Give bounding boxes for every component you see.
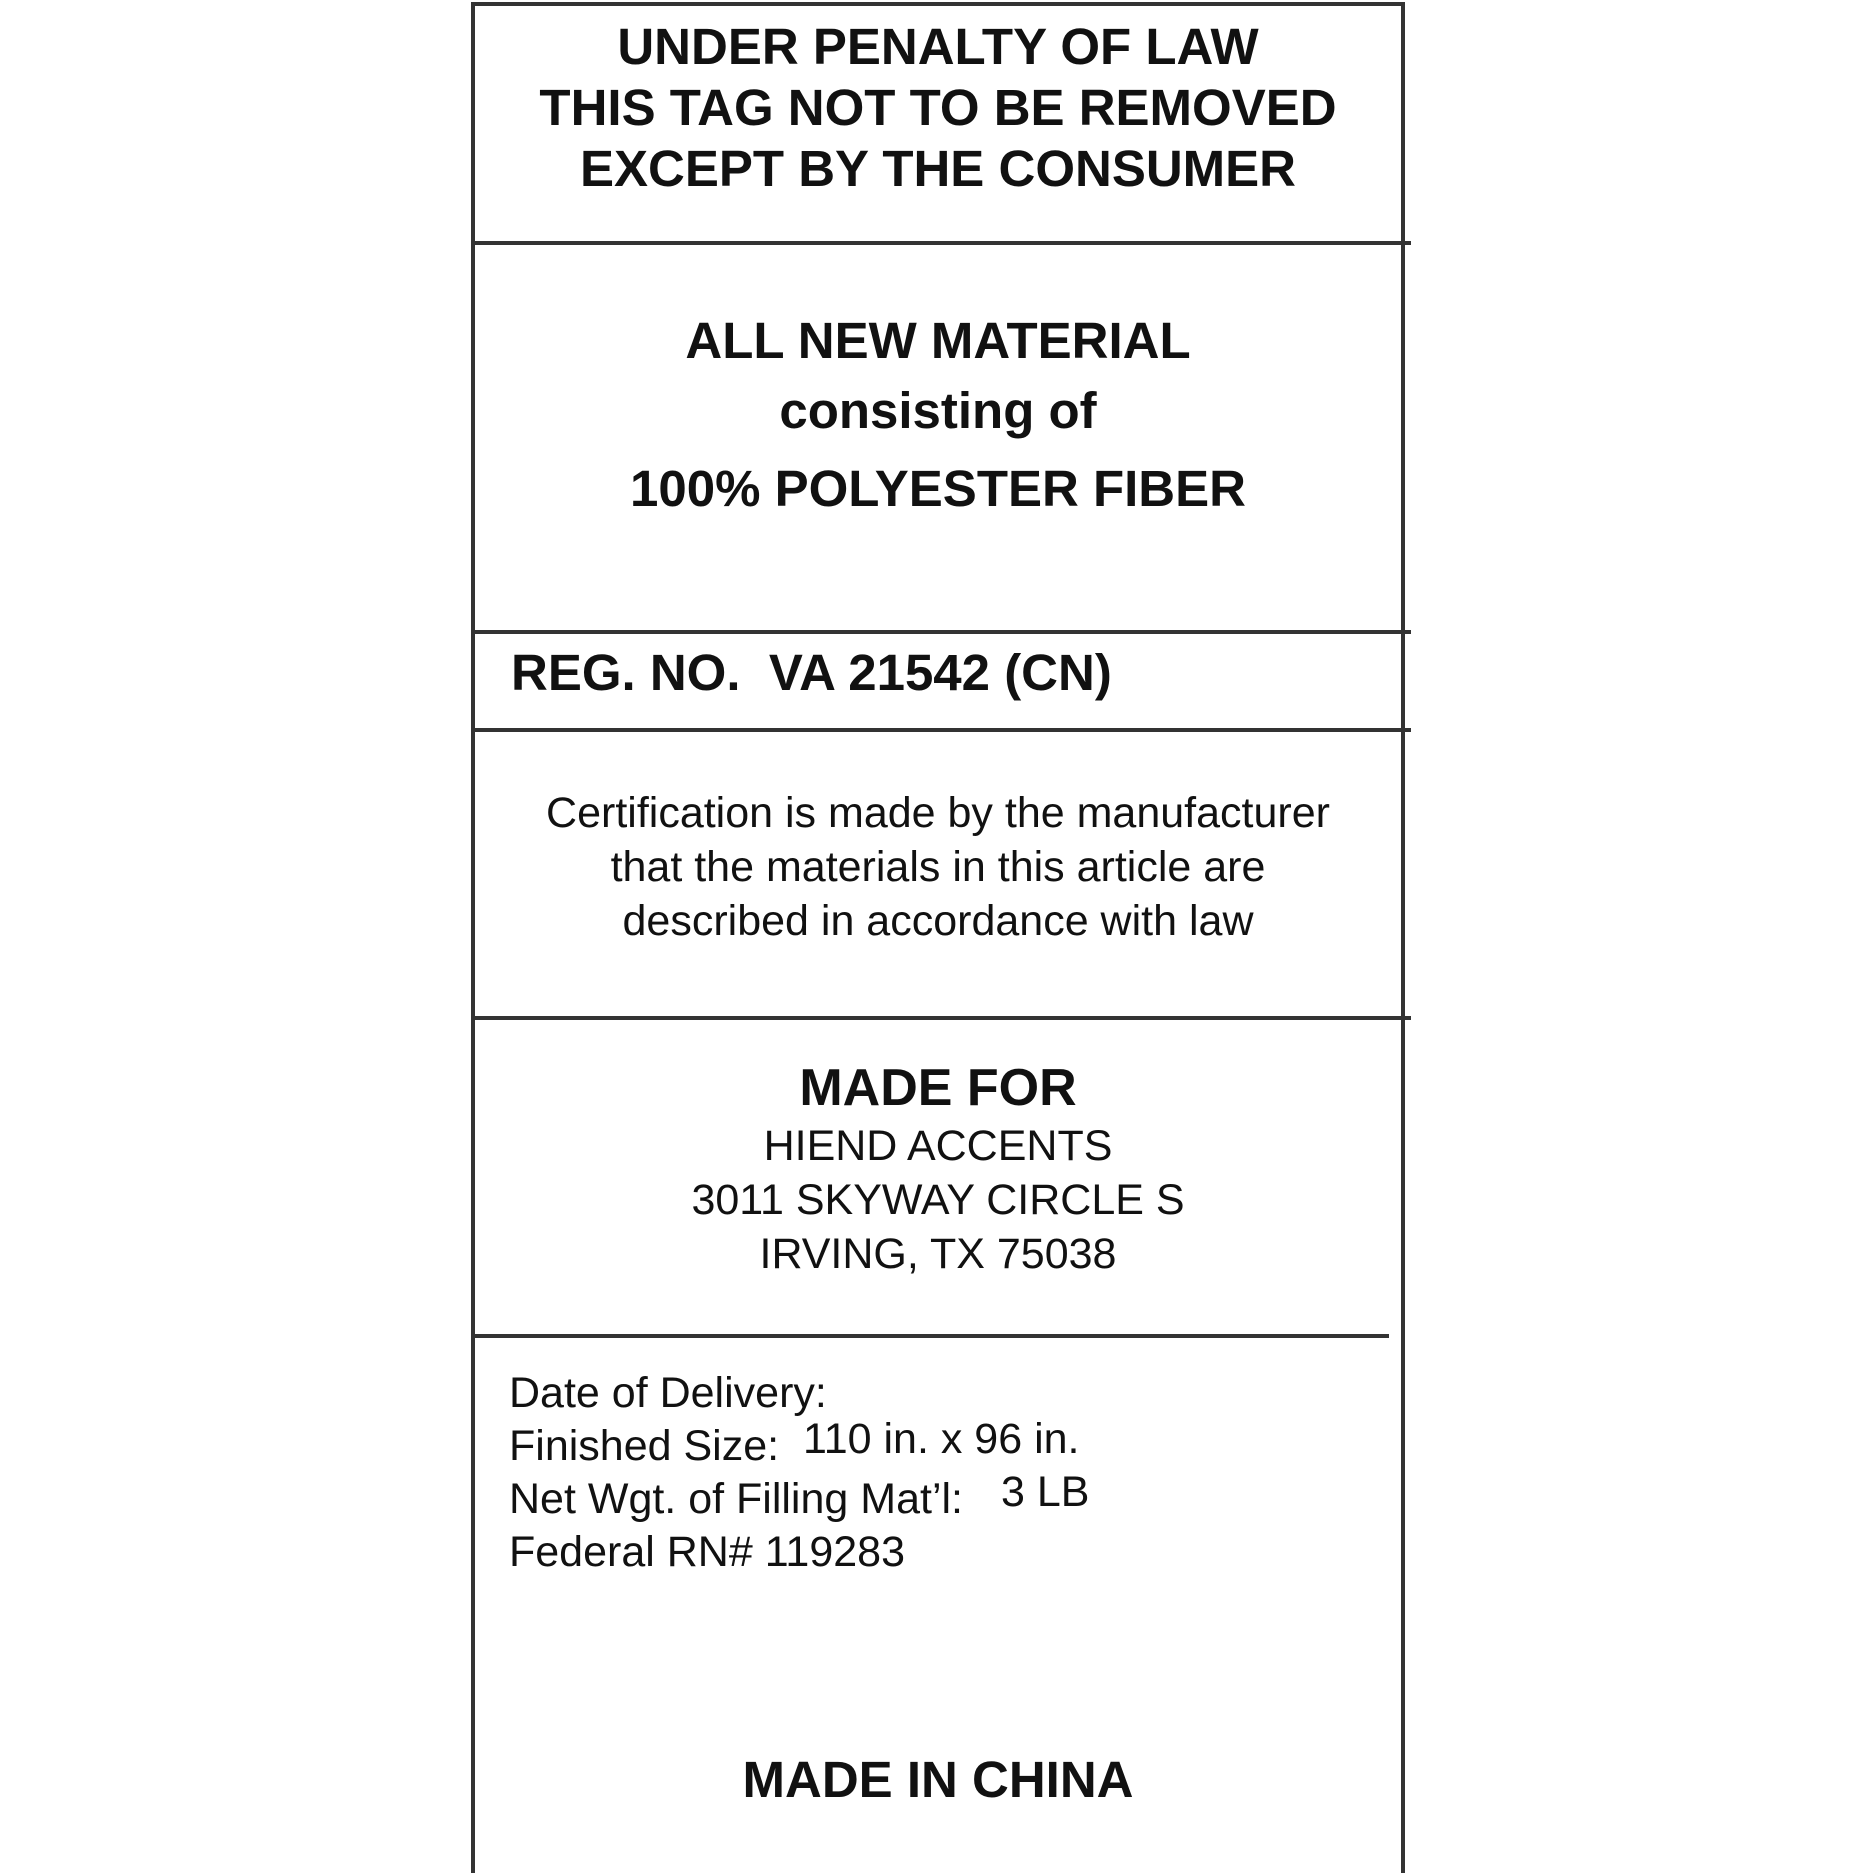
made-for-title: MADE FOR	[799, 1059, 1077, 1117]
company-name: HIEND ACCENTS	[763, 1122, 1113, 1170]
finished-size-label: Finished Size:	[509, 1422, 780, 1470]
divider	[471, 1334, 1389, 1338]
city-state-zip: IRVING, TX 75038	[759, 1230, 1117, 1278]
warning-line: UNDER PENALTY OF LAW	[617, 18, 1259, 75]
warning-line: THIS TAG NOT TO BE REMOVED	[539, 79, 1337, 136]
delivery-date-label: Date of Delivery:	[509, 1369, 827, 1417]
material-heading: ALL NEW MATERIAL	[685, 312, 1191, 369]
certification-text	[475, 786, 1401, 948]
made-for-address	[475, 1119, 1401, 1281]
warning-line: EXCEPT BY THE CONSUMER	[580, 140, 1296, 197]
filling-weight-label: Net Wgt. of Filling Mat’l:	[509, 1475, 963, 1523]
material-content: 100% POLYESTER FIBER	[630, 460, 1246, 517]
federal-rn: Federal RN# 119283	[509, 1528, 906, 1576]
material-section	[475, 0, 1401, 630]
divider	[471, 630, 1411, 634]
certification-line: Certification is made by the manufacturer	[546, 789, 1330, 837]
registration-label: REG. NO.	[511, 644, 741, 701]
country-of-origin: MADE IN CHINA	[742, 1751, 1134, 1808]
filling-weight-value: 3 LB	[1001, 1468, 1090, 1516]
certification-line: that the materials in this article are	[610, 843, 1266, 891]
divider	[471, 1016, 1411, 1020]
registration-number	[511, 643, 1112, 703]
registration-value: VA 21542 (CN)	[768, 644, 1112, 701]
finished-size-value: 110 in. x 96 in.	[803, 1415, 1080, 1463]
divider	[471, 728, 1411, 732]
street-address: 3011 SKYWAY CIRCLE S	[691, 1176, 1185, 1224]
certification-line: described in accordance with law	[622, 897, 1254, 945]
material-subheading: consisting of	[779, 382, 1097, 439]
